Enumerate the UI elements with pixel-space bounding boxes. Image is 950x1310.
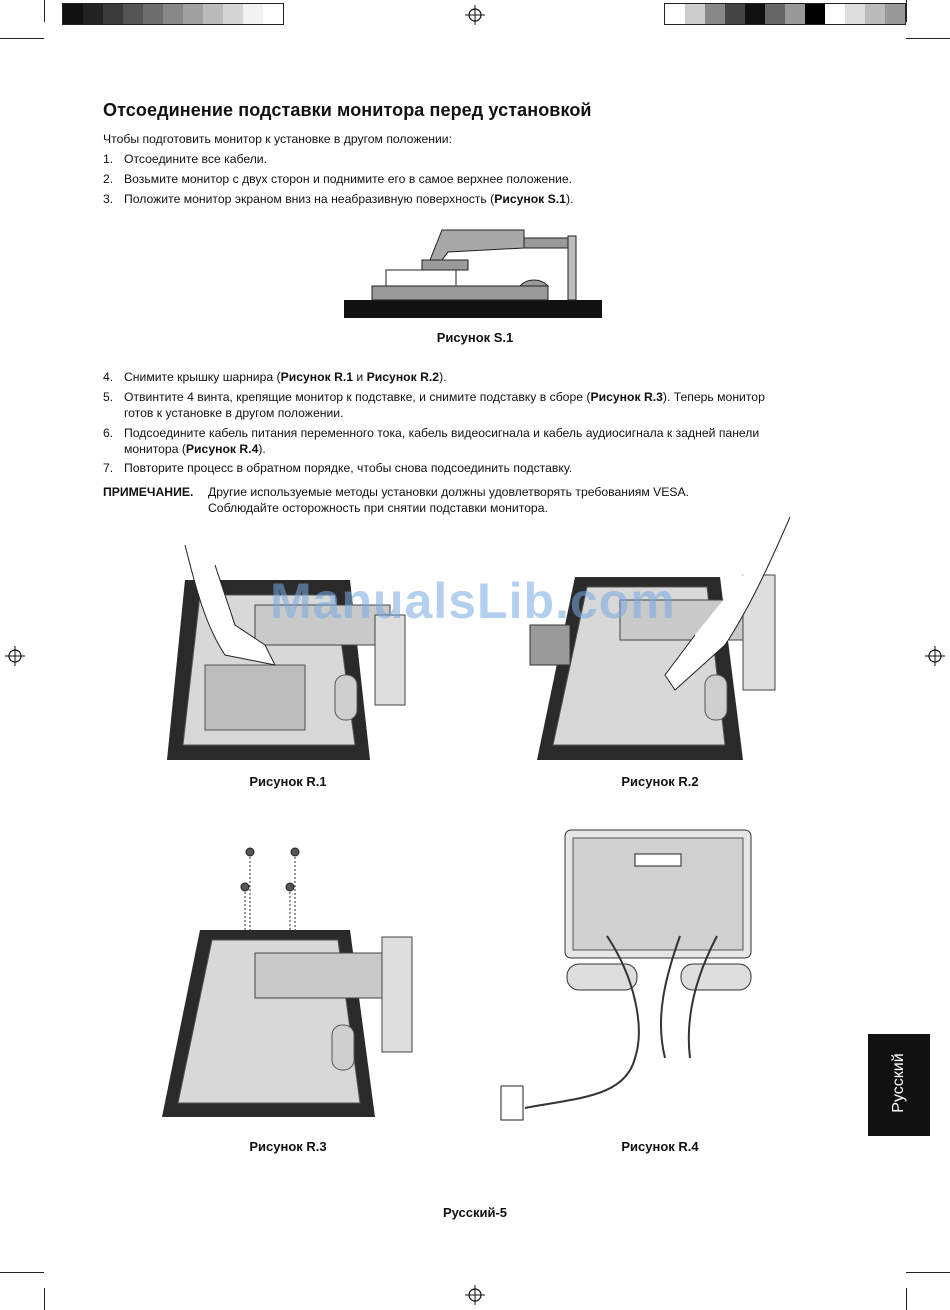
color-swatch (745, 4, 765, 24)
page-number: Русский-5 (442, 1205, 508, 1220)
figure-r3-caption: Рисунок R.3 (249, 1139, 327, 1154)
crop-mark (44, 1288, 45, 1310)
note-text-cont: Соблюдайте осторожность при снятии подставки монитора. (208, 501, 548, 515)
crop-mark (44, 0, 45, 22)
step-text: Повторите процесс в обратном порядке, чтобы снова подсоединить подставку. (124, 461, 573, 475)
figure-r4-caption: Рисунок R.4 (621, 1139, 699, 1154)
figure-s1-caption: Рисунок S.1 (436, 330, 514, 345)
figure-r1-caption: Рисунок R.1 (249, 774, 327, 789)
registration-mark-top (465, 5, 485, 25)
page-title: Отсоединение подставки монитора перед установкой (103, 100, 592, 120)
color-swatch (845, 4, 865, 24)
color-swatch (665, 4, 685, 24)
step-text: Положите монитор экраном вниз на неабразивную поверхность (Рисунок S.1). (124, 192, 574, 206)
step-text: Снимите крышку шарнира (Рисунок R.1 и Рисунок R.2). (124, 370, 447, 384)
intro-text: Чтобы подготовить монитор к установке в другом положении: (103, 132, 452, 146)
step-number: 3. (103, 192, 114, 206)
step-number: 2. (103, 172, 114, 186)
language-tab (868, 1034, 930, 1136)
registration-mark-left (5, 646, 25, 666)
color-swatch (885, 4, 905, 24)
figure-r4-illustration (495, 828, 755, 1126)
crop-mark (0, 1272, 44, 1273)
color-swatch (805, 4, 825, 24)
color-swatch (263, 4, 283, 24)
color-swatch (825, 4, 845, 24)
crop-mark (906, 38, 950, 39)
color-swatch (785, 4, 805, 24)
step-text: Отсоедините все кабели. (124, 152, 268, 166)
color-bar-left (62, 3, 284, 25)
color-swatch (103, 4, 123, 24)
color-swatch (725, 4, 745, 24)
color-swatch (223, 4, 243, 24)
step-number: 1. (103, 152, 114, 166)
step-number: 7. (103, 461, 114, 475)
crop-mark (906, 0, 907, 22)
step-number: 4. (103, 370, 114, 384)
color-swatch (203, 4, 223, 24)
figure-s1-illustration (344, 228, 604, 320)
registration-mark-right (925, 646, 945, 666)
figure-r2-caption: Рисунок R.2 (621, 774, 699, 789)
color-swatch (123, 4, 143, 24)
registration-mark-bottom (465, 1285, 485, 1305)
step-text: Подсоедините кабель питания переменного тока, кабель видеосигнала и кабель аудиосигнала к задней панели (124, 426, 760, 440)
figure-r2-illustration (525, 515, 800, 765)
crop-mark (906, 1288, 907, 1310)
color-swatch (163, 4, 183, 24)
color-swatch (83, 4, 103, 24)
step-text: Возьмите монитор с двух сторон и поднимите его в самое верхнее положение. (124, 172, 573, 186)
note-text: Другие используемые методы установки должны удовлетворять требованиям VESA. (208, 485, 690, 499)
color-bar-right (664, 3, 906, 25)
color-swatch (685, 4, 705, 24)
step-text-cont: монитора (Рисунок R.4). (124, 442, 266, 456)
watermark: ManualsLib.com (270, 573, 676, 629)
crop-mark (906, 1272, 950, 1273)
language-tab-label: Русский (890, 1053, 907, 1113)
step-text: Отвинтите 4 винта, крепящие монитор к подставке, и снимите подставку в сборе (Рисунок R.3). Теперь монитор (124, 390, 765, 404)
color-swatch (63, 4, 83, 24)
note-label: ПРИМЕЧАНИЕ. (103, 485, 194, 499)
color-swatch (705, 4, 725, 24)
color-swatch (143, 4, 163, 24)
step-number: 6. (103, 426, 114, 440)
step-text-cont: готов к установке в другом положении. (124, 406, 344, 420)
figure-r3-illustration (160, 845, 420, 1120)
step-number: 5. (103, 390, 114, 404)
crop-mark (0, 38, 44, 39)
color-swatch (243, 4, 263, 24)
color-swatch (865, 4, 885, 24)
color-swatch (183, 4, 203, 24)
color-swatch (765, 4, 785, 24)
